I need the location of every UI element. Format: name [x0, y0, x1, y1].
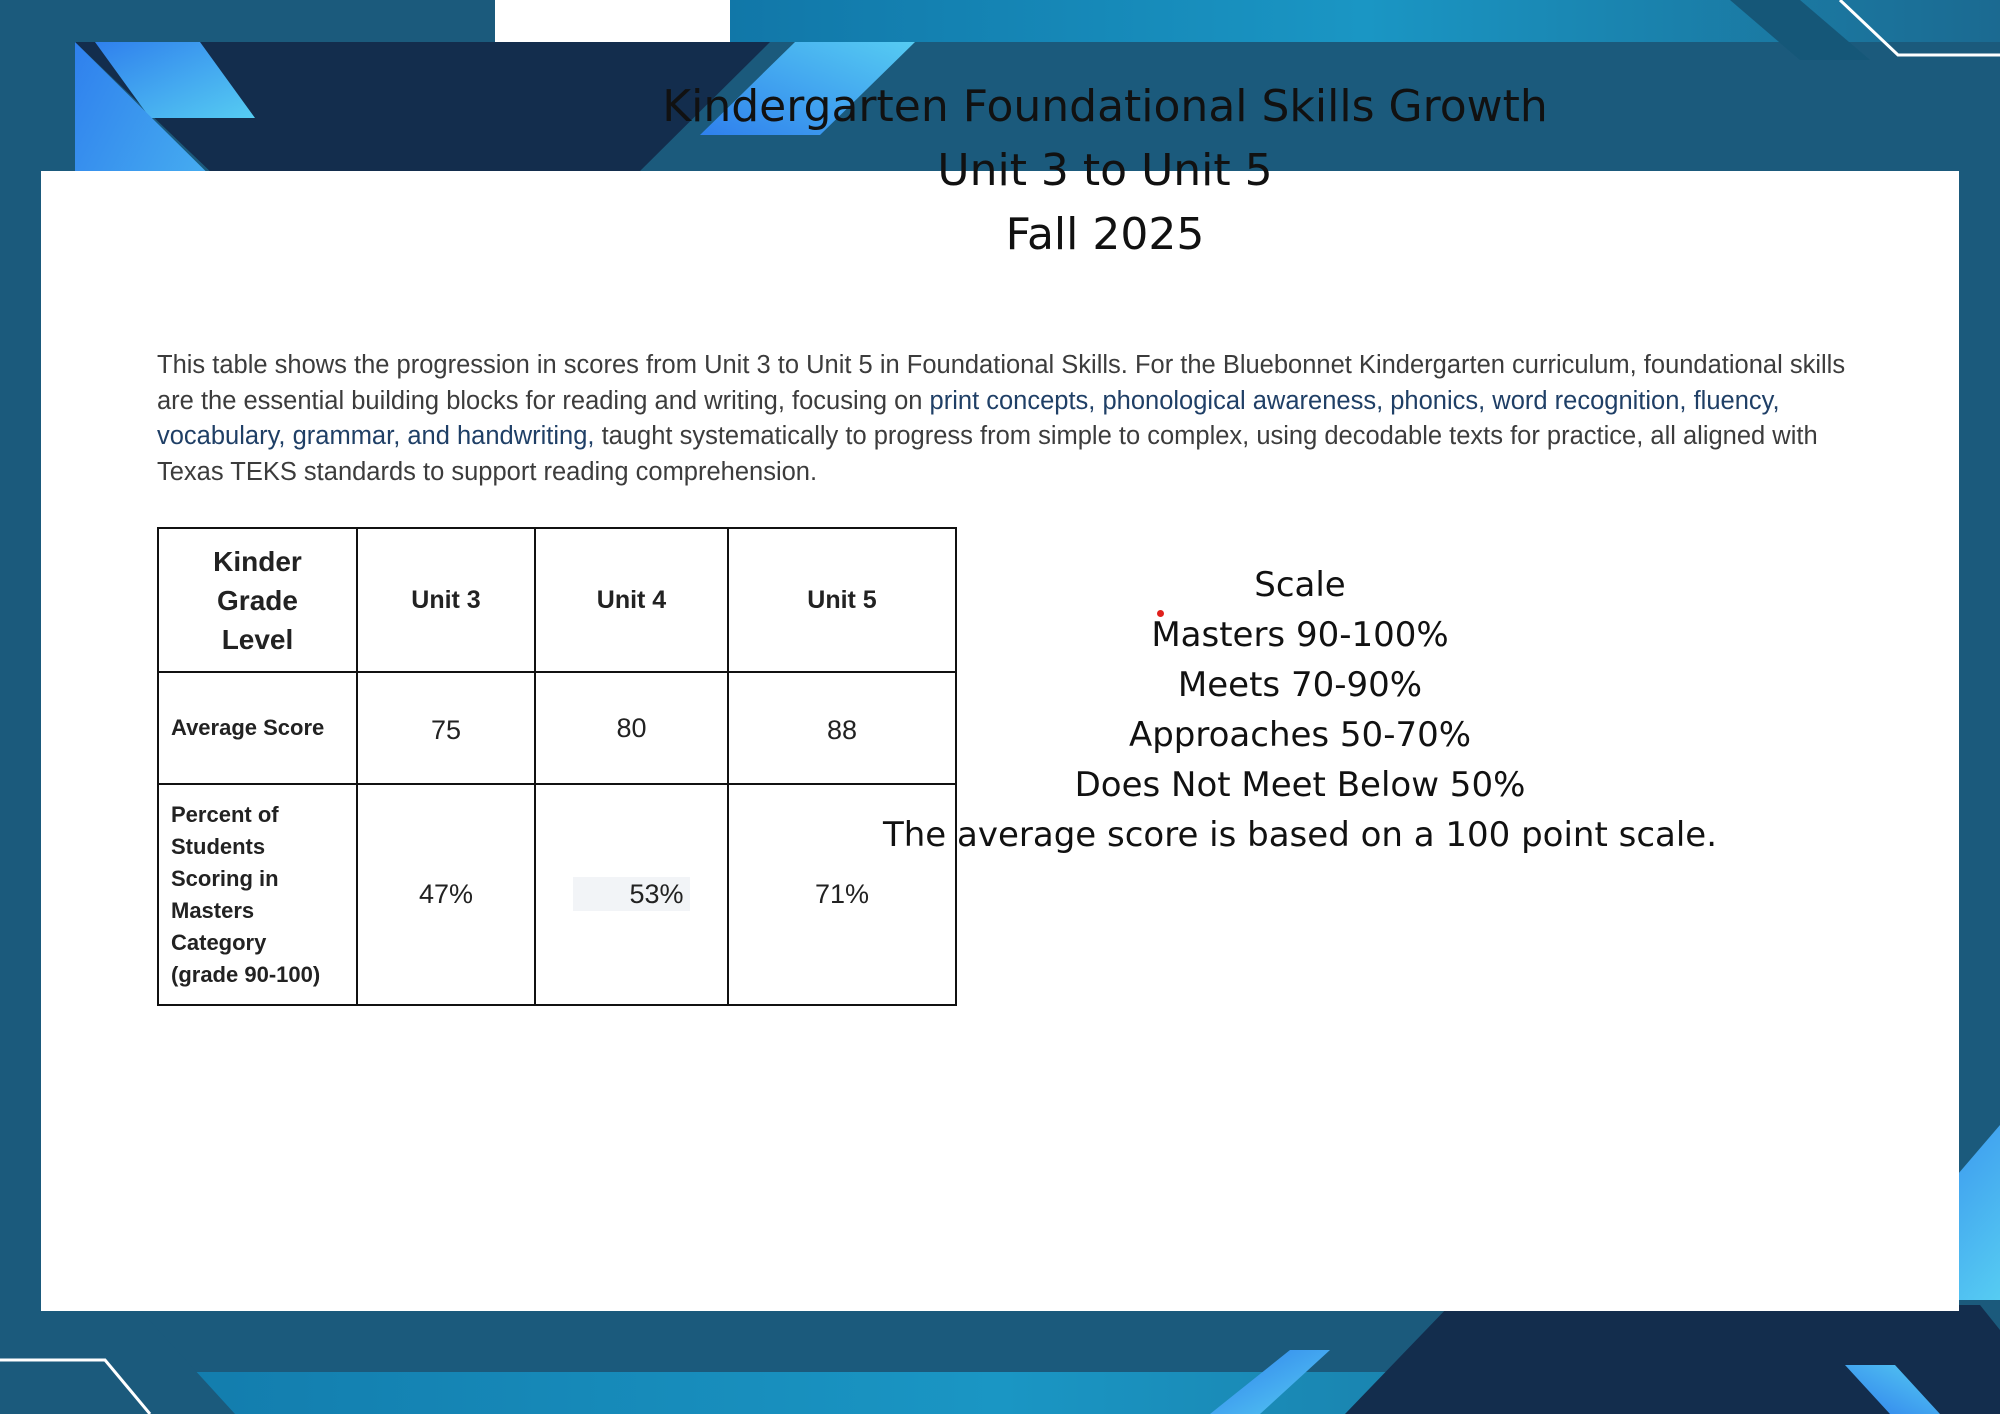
header-unit-3: Unit 3 [357, 528, 535, 672]
row-label-percent-masters-text: Percent of Students Scoring in Masters Category (grade 90-100) [171, 801, 321, 987]
cell-average-unit-5: 88 [728, 672, 956, 784]
intro-text-start: This table shows the progression in scores from Unit 3 to Unit 5 in Foundational Skills. For the Bluebonnet Kindergarten curriculum, foundational skills are the essential building blocks for reading and writing, focusing on [157, 351, 1846, 415]
scale-note: The average score is based on a 100 point scale. [882, 815, 1718, 855]
scale-line-approaches: Approaches 50-70% [1128, 715, 1472, 755]
cell-average-unit-4: 80 [535, 672, 728, 784]
intro-text-end: taught systematically to progress from simple to complex, using decodable texts for practice, all aligned with Texas TEKS standards to support reading comprehension. [157, 422, 1818, 486]
table-row [158, 784, 956, 1005]
cell-masters-unit-5: 71% [728, 784, 956, 1005]
scale-line-meets: Meets 70-90% [1177, 665, 1423, 705]
scores-table [157, 527, 957, 1006]
cell-masters-unit-3: 47% [357, 784, 535, 1005]
title-line-3: Fall 2025 [1005, 209, 1205, 260]
table-header-row [158, 528, 956, 672]
row-label-percent-masters [158, 784, 357, 1005]
scale-heading: Scale [1254, 565, 1346, 605]
header-grade-level-label: Kinder Grade Level [213, 545, 302, 655]
highlighted-value: 53% [573, 877, 689, 911]
cell-masters-unit-4 [535, 784, 728, 1005]
header-unit-5: Unit 5 [728, 528, 956, 672]
intro-paragraph [157, 348, 1877, 490]
scale-legend [850, 560, 1750, 860]
header-grade-level [158, 528, 357, 672]
table-row [158, 672, 956, 784]
title-line-2: Unit 3 to Unit 5 [937, 145, 1273, 196]
cell-average-unit-3: 75 [357, 672, 535, 784]
header-unit-4: Unit 4 [535, 528, 728, 672]
scale-line-masters: Masters 90-100% [1151, 615, 1449, 655]
title-line-1: Kindergarten Foundational Skills Growth [662, 81, 1548, 132]
intro-keywords: print concepts, phonological awareness, phonics, word recognition, fluency, vocabulary, grammar, and handwriting, [157, 386, 1780, 450]
row-label-average-score: Average Score [158, 672, 357, 784]
scale-line-does-not-meet: Does Not Meet Below 50% [1074, 765, 1526, 805]
page-title [480, 75, 1730, 267]
